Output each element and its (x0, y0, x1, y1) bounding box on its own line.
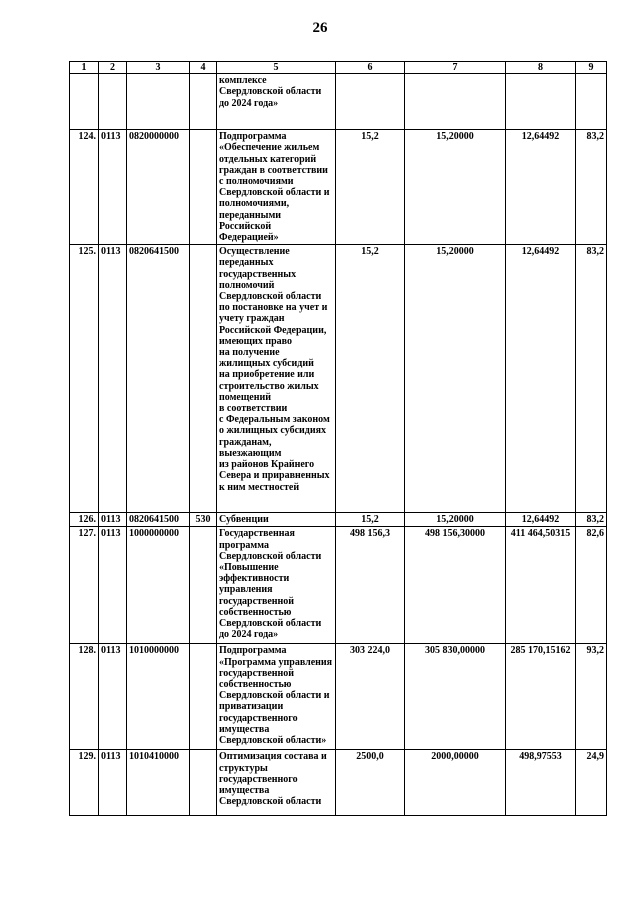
expense-type-code (190, 750, 217, 816)
expense-type-code (190, 527, 217, 644)
executed-amount (506, 74, 576, 130)
item-name: Государственная программа Свердловской области «Повышение эффективности управления государственной собственностью Свердловской области до 2024 года» (217, 527, 336, 644)
executed-amount: 498,97553 (506, 750, 576, 816)
row-number: 126. (70, 513, 99, 527)
target-code: 1010410000 (127, 750, 190, 816)
column-header: 4 (190, 62, 217, 74)
execution-percent: 24,9 (576, 750, 607, 816)
execution-percent: 82,6 (576, 527, 607, 644)
row-number (70, 74, 99, 130)
execution-percent (576, 74, 607, 130)
item-name: Подпрограмма «Обеспечение жильем отдельных категорий граждан в соответствии с полномочиями Свердловской области и полномочиями, переданными Российской Федерацией» (217, 130, 336, 245)
executed-amount: 12,64492 (506, 130, 576, 245)
row-number: 128. (70, 644, 99, 750)
execution-percent: 83,2 (576, 130, 607, 245)
section-code: 0113 (99, 750, 127, 816)
execution-percent: 93,2 (576, 644, 607, 750)
refined-amount: 498 156,30000 (405, 527, 506, 644)
executed-amount: 285 170,15162 (506, 644, 576, 750)
column-header: 5 (217, 62, 336, 74)
target-code: 1000000000 (127, 527, 190, 644)
row-number: 125. (70, 245, 99, 513)
refined-amount: 15,20000 (405, 130, 506, 245)
table-row (70, 130, 607, 245)
section-code: 0113 (99, 130, 127, 245)
table-row (70, 245, 607, 513)
approved-amount: 15,2 (336, 245, 405, 513)
table-row (70, 513, 607, 527)
column-header: 2 (99, 62, 127, 74)
target-code: 1010000000 (127, 644, 190, 750)
expense-type-code: 530 (190, 513, 217, 527)
section-code: 0113 (99, 513, 127, 527)
row-number: 129. (70, 750, 99, 816)
column-header: 3 (127, 62, 190, 74)
item-name: Оптимизация состава и структуры государственного имущества Свердловской области (217, 750, 336, 816)
refined-amount: 305 830,00000 (405, 644, 506, 750)
refined-amount: 15,20000 (405, 245, 506, 513)
target-code (127, 74, 190, 130)
column-header: 9 (576, 62, 607, 74)
table-row (70, 527, 607, 644)
budget-table (69, 61, 607, 816)
column-header: 1 (70, 62, 99, 74)
target-code: 0820000000 (127, 130, 190, 245)
expense-type-code (190, 644, 217, 750)
column-header: 6 (336, 62, 405, 74)
executed-amount: 411 464,50315 (506, 527, 576, 644)
approved-amount (336, 74, 405, 130)
refined-amount: 15,20000 (405, 513, 506, 527)
item-name: Осуществление переданных государственных полномочий Свердловской области по постановке на учет и учету граждан Российской Федерации, имеющих право на получение жилищных субсидий на приобретение или строительство жилых помещений в соответствии с Федеральным законом о жилищных субсидиях гражданам, выезжающим из районов Крайнего Севера и приравненных к ним местностей (217, 245, 336, 513)
refined-amount: 2000,00000 (405, 750, 506, 816)
section-code: 0113 (99, 245, 127, 513)
execution-percent: 83,2 (576, 513, 607, 527)
approved-amount: 498 156,3 (336, 527, 405, 644)
refined-amount (405, 74, 506, 130)
section-code: 0113 (99, 644, 127, 750)
approved-amount: 15,2 (336, 130, 405, 245)
table-row (70, 74, 607, 130)
table-row (70, 644, 607, 750)
expense-type-code (190, 245, 217, 513)
executed-amount: 12,64492 (506, 245, 576, 513)
row-number: 124. (70, 130, 99, 245)
expense-type-code (190, 130, 217, 245)
page-number: 26 (312, 20, 328, 36)
expense-type-code (190, 74, 217, 130)
row-number: 127. (70, 527, 99, 644)
item-name: Субвенции (217, 513, 336, 527)
column-header: 7 (405, 62, 506, 74)
approved-amount: 15,2 (336, 513, 405, 527)
section-code: 0113 (99, 527, 127, 644)
approved-amount: 2500,0 (336, 750, 405, 816)
approved-amount: 303 224,0 (336, 644, 405, 750)
target-code: 0820641500 (127, 513, 190, 527)
execution-percent: 83,2 (576, 245, 607, 513)
table-header-row (70, 62, 607, 74)
section-code (99, 74, 127, 130)
table-row (70, 750, 607, 816)
item-name: Подпрограмма «Программа управления государственной собственностью Свердловской области и приватизации государственного имущества Свердловской области» (217, 644, 336, 750)
column-header: 8 (506, 62, 576, 74)
item-name: комплексе Свердловской области до 2024 года» (217, 74, 336, 130)
target-code: 0820641500 (127, 245, 190, 513)
executed-amount: 12,64492 (506, 513, 576, 527)
